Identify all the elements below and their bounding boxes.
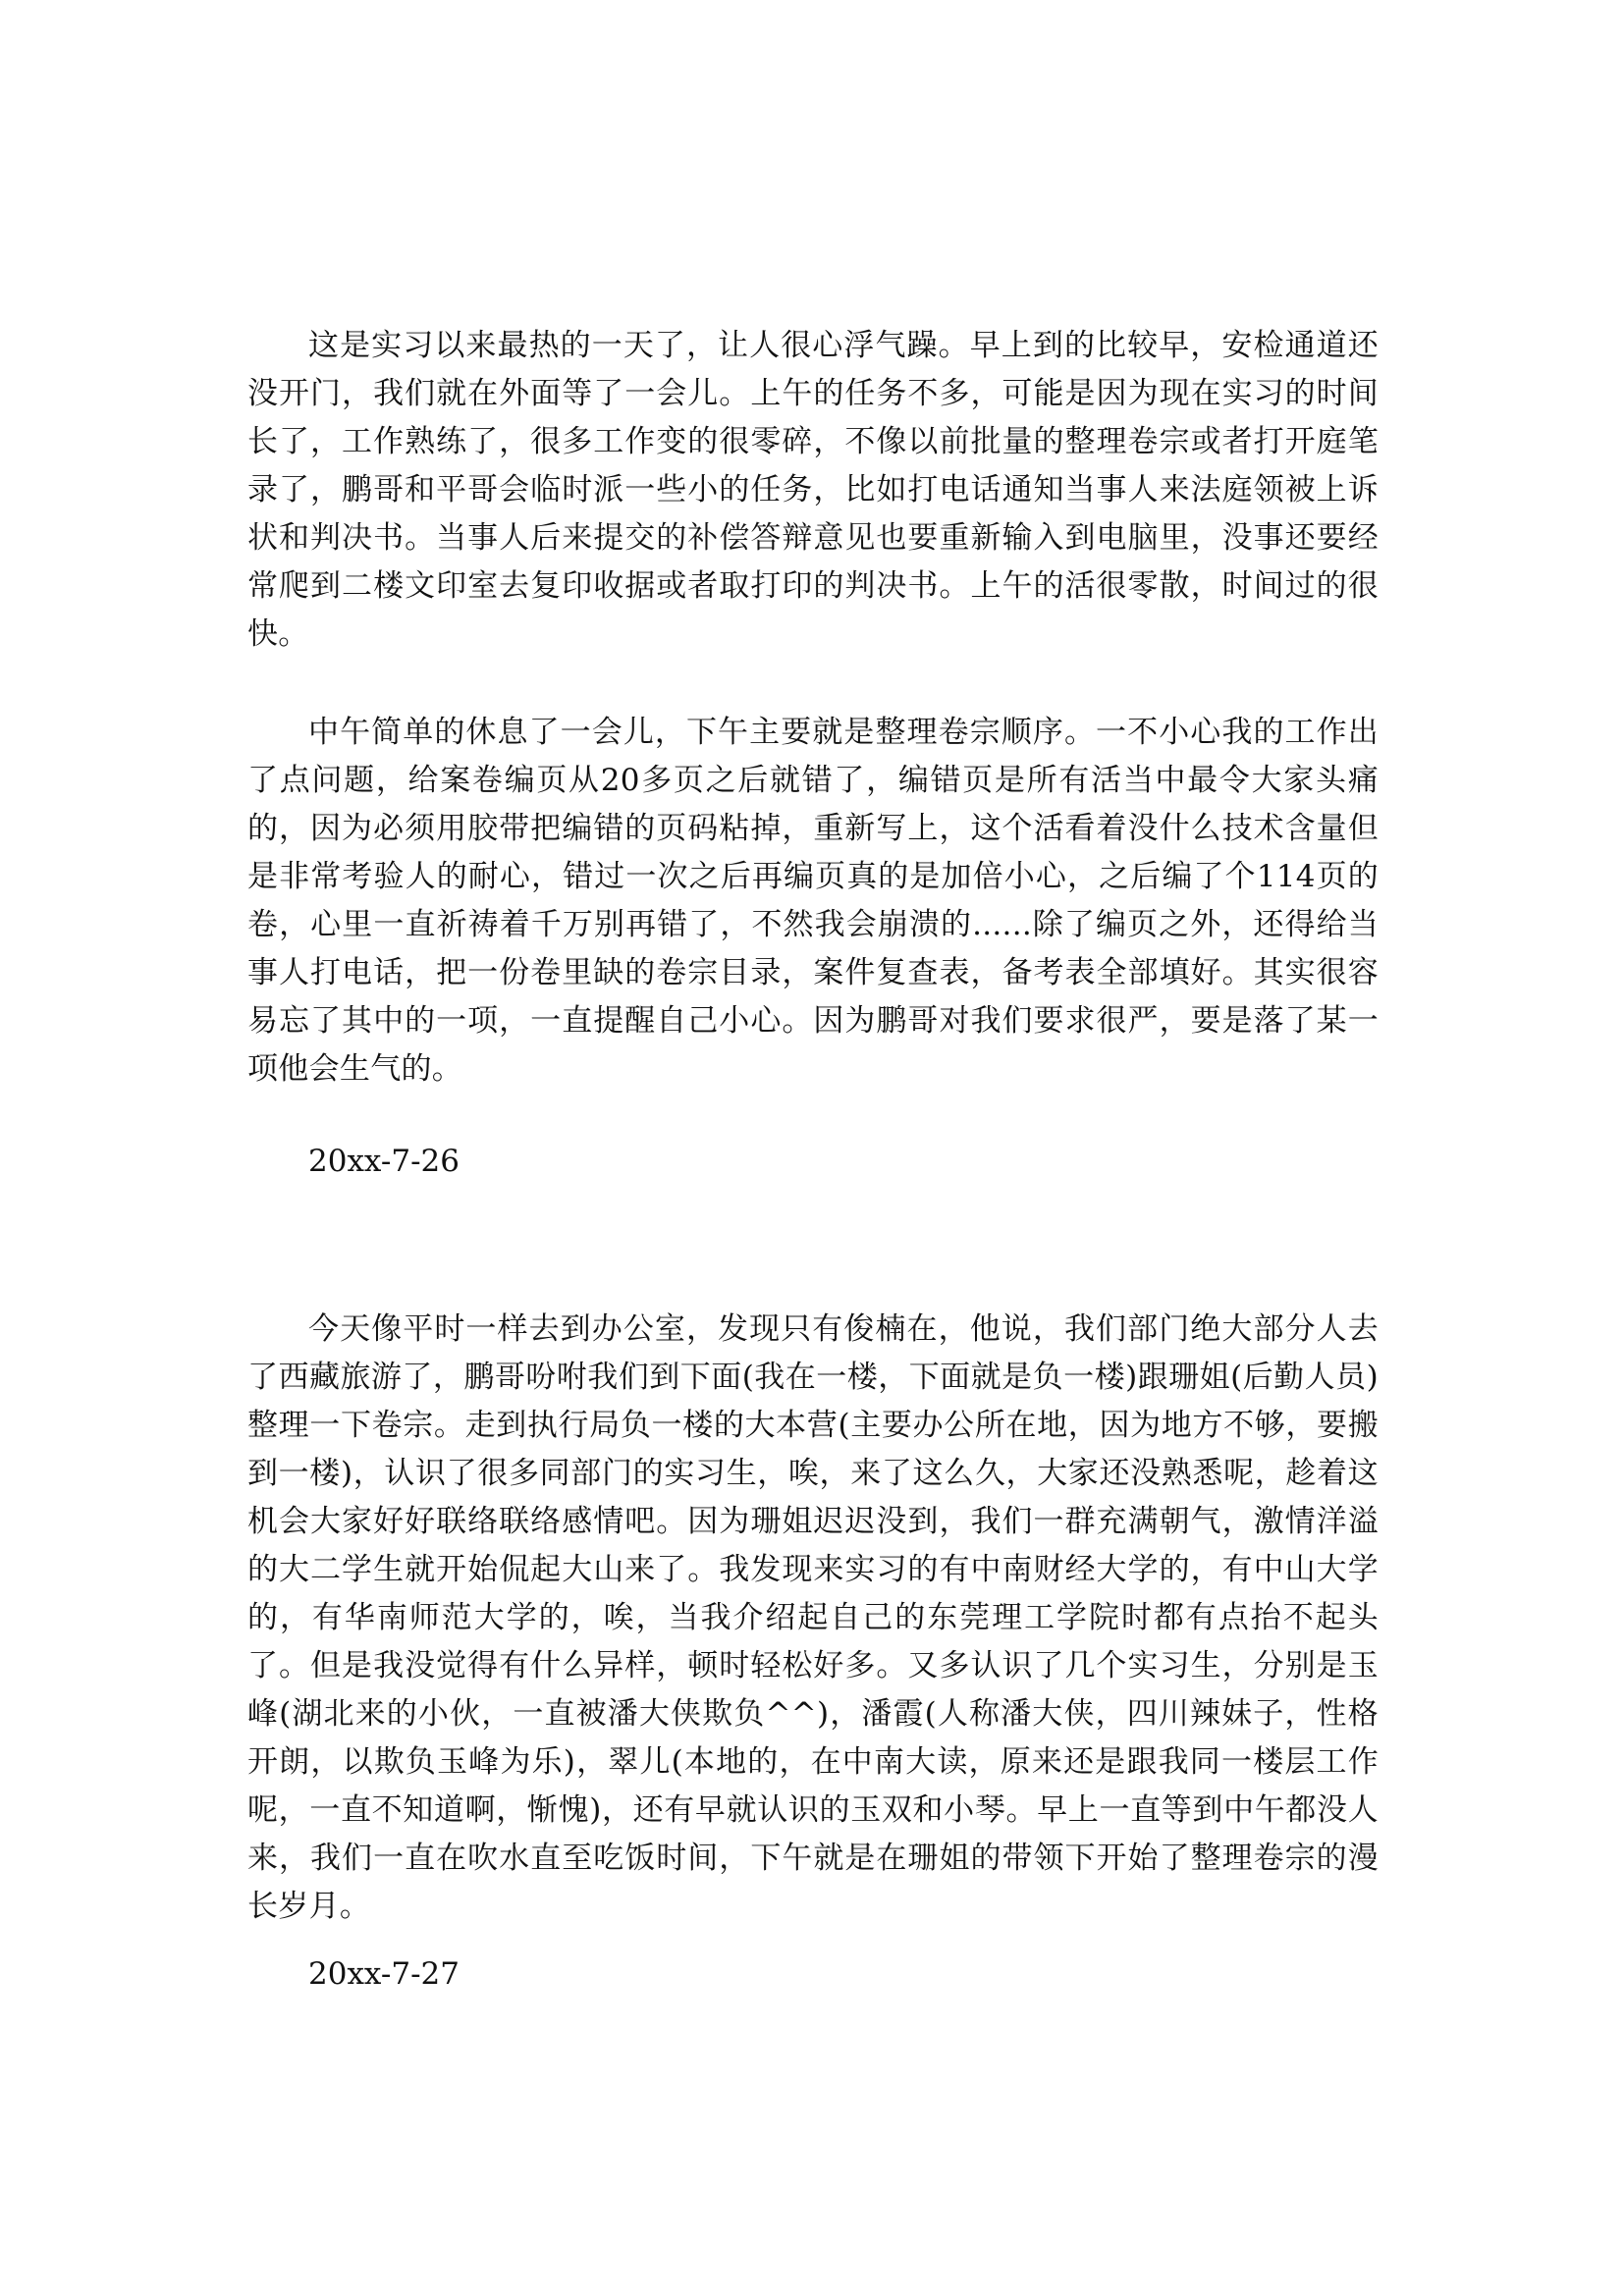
diary-paragraph-office: 今天像平时一样去到办公室，发现只有俊楠在，他说，我们部门绝大部分人去了西藏旅游了，鹏哥吩咐我们到下面(我在一楼，下面就是负一楼)跟珊姐(后勤人员)整理一下卷宗。走到执行局负一楼的大本营(主要办公所在地，因为地方不够，要搬到一楼)，认识了很多同部门的实习生，唉，来了这么久，大家还没熟悉呢，趁着这机会大家好好联络联络感情吧。因为珊姐迟迟没到，我们一群充满朝气，激情洋溢的大二学生就开始侃起大山来了。我发现来实习的有中南财经大学的，有中山大学的，有华南师范大学的，唉，当我介绍起自己的东莞理工学院时都有点抬不起头了。但是我没觉得有什么异样，顿时轻松好多。又多认识了几个实习生，分别是玉峰(湖北来的小伙，一直被潘大侠欺负^^)，潘霞(人称潘大侠，四川辣妹子，性格开朗，以欺负玉峰为乐)，翠儿(本地的，在中南大读，原来还是跟我同一楼层工作呢，一直不知道啊，惭愧)，还有早就认识的玉双和小琴。早上一直等到中午都没人来，我们一直在吹水直至吃饭时间，下午就是在珊姐的带领下开始了整理卷宗的漫长岁月。 <box>247 1311 1379 1924</box>
diary-paragraph-afternoon: 中午简单的休息了一会儿，下午主要就是整理卷宗顺序。一不小心我的工作出了点问题，给案卷编页从20多页之后就错了，编错页是所有活当中最令大家头痛的，因为必须用胶带把编错的页码粘掉，重新写上，这个活看着没什么技术含量但是非常考验人的耐心，错过一次之后再编页真的是加倍小心，之后编了个114页的卷，心里一直祈祷着千万别再错了，不然我会崩溃的......除了编页之外，还得给当事人打电话，把一份卷里缺的卷宗目录，案件复查表，备考表全部填好。其实很容易忘了其中的一项，一直提醒自己小心。因为鹏哥对我们要求很严，要是落了某一项他会生气的。 <box>247 715 1379 1087</box>
diary-date-heading: 20xx-7-27 <box>308 1956 460 1992</box>
diary-date-heading: 20xx-7-26 <box>308 1144 460 1179</box>
diary-paragraph-morning: 这是实习以来最热的一天了，让人很心浮气躁。早上到的比较早，安检通道还没开门，我们就在外面等了一会儿。上午的任务不多，可能是因为现在实习的时间长了，工作熟练了，很多工作变的很零碎，不像以前批量的整理卷宗或者打开庭笔录了，鹏哥和平哥会临时派一些小的任务，比如打电话通知当事人来法庭领被上诉状和判决书。当事人后来提交的补偿答辩意见也要重新输入到电脑里，没事还要经常爬到二楼文印室去复印收据或者取打印的判决书。上午的活很零散，时间过的很快。 <box>247 328 1379 652</box>
